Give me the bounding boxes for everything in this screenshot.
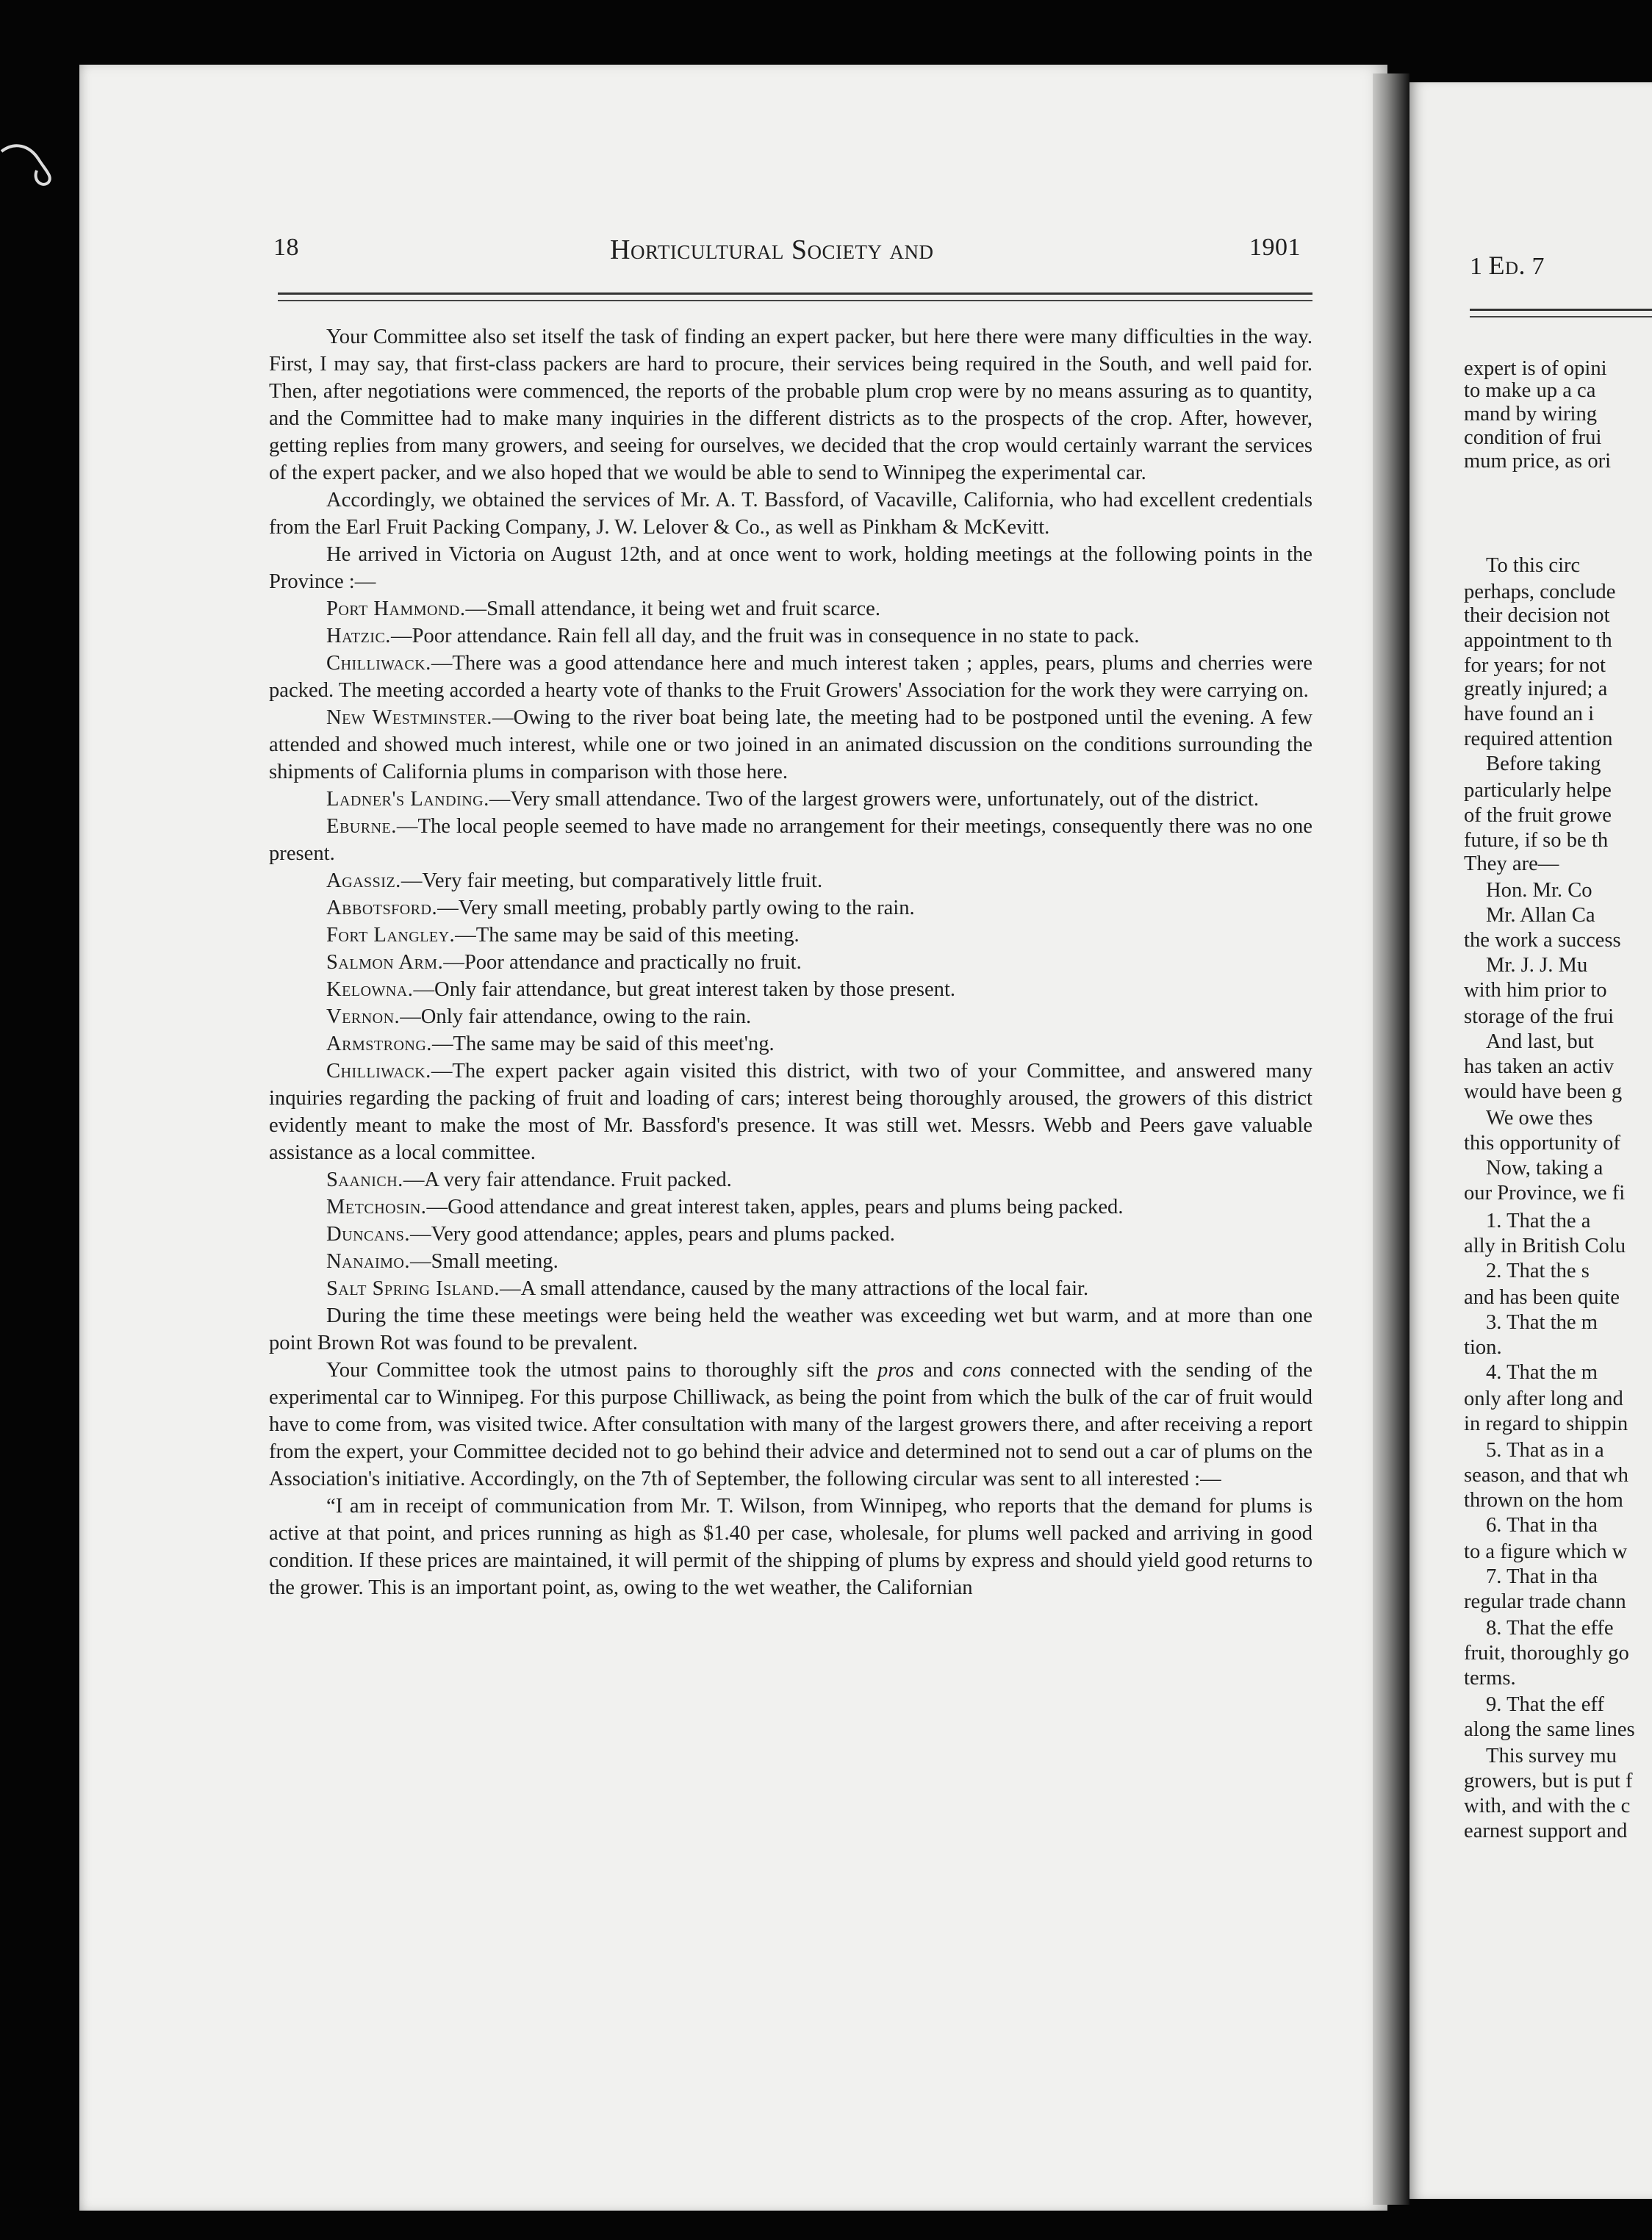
paragraph: Your Committee also set itself the task of finding an expert packer, but here there were many difficulties in the way. First, I may say, that first-class packers are hard to procure, their services being required in the South, and well paid for. Then, after negotiations were commenced, the reports of the probable plum crop were by no means assuring as to quantity, and the Committee had to make many inquiries in the different districts as to the prospects of the crop. After, however, getting replies from many growers, and seeing for ourselves, we decided that the crop would certainly warrant the services of the expert packer, and we also hoped that we would be able to send to Winnipeg the experimental car. <box>269 326 1312 484</box>
place-entry <box>269 949 1312 976</box>
place-text: —Poor attendance and practically no fruit. <box>443 951 802 974</box>
right-page-line: Hon. Mr. Co <box>1486 879 1592 902</box>
place-entry <box>269 622 1312 650</box>
right-page-line: To this circ <box>1486 554 1581 577</box>
right-page-line: with him prior to <box>1464 979 1607 1002</box>
right-page-line: this opportunity of <box>1464 1132 1620 1155</box>
place-entry <box>269 1221 1312 1248</box>
right-header-rule-thin <box>1470 316 1652 317</box>
right-page-line: ally in British Colu <box>1464 1235 1626 1257</box>
right-page-line: growers, but is put f <box>1464 1770 1633 1792</box>
right-page-line: our Province, we fi <box>1464 1182 1626 1205</box>
place-name: Port Hammond. <box>326 597 466 620</box>
right-page-line: 8. That the effe <box>1486 1617 1614 1640</box>
right-page-line: 7. That in tha <box>1486 1565 1598 1588</box>
right-page-line: 3. That the m <box>1486 1311 1598 1334</box>
right-page-line: Before taking <box>1486 753 1601 775</box>
right-page-line: to make up a ca <box>1464 379 1596 402</box>
place-entry <box>269 786 1312 813</box>
right-page-line: 4. That the m <box>1486 1361 1598 1384</box>
right-page-line: We owe thes <box>1486 1107 1593 1130</box>
place-name: Chilliwack. <box>326 1060 431 1083</box>
header-suffix: 7 <box>1526 253 1545 280</box>
right-page-line: Now, taking a <box>1486 1157 1603 1180</box>
place-entry <box>269 704 1312 786</box>
right-page-line: regular trade chann <box>1464 1590 1626 1613</box>
right-page-line: for years; for not <box>1464 654 1606 677</box>
place-entry <box>269 1058 1312 1166</box>
place-text: —Good attendance and great interest taken, apples, pears and plums being packed. <box>426 1196 1124 1218</box>
paragraph-text: connected with the sending of the experimental car to Winnipeg. For this purpose Chilliwack, as being the point from which the bulk of the car of fruit would have to come from, was visited twice. After consultation with many of the largest growers there, and after receiving a report from the expert, your Committee decided not to go behind their advice and determined not to send out a car of plums on the Association's initiative. Accordingly, on the 7th of September, the following circular was sent to all interested :— <box>269 1359 1312 1490</box>
place-entry <box>269 1030 1312 1058</box>
right-page-line: earnest support and <box>1464 1820 1628 1842</box>
right-page-line: only after long and <box>1464 1388 1623 1410</box>
right-page-line: storage of the frui <box>1464 1005 1615 1028</box>
right-page-line: has taken an activ <box>1464 1055 1615 1078</box>
right-page-line: have found an i <box>1464 703 1595 725</box>
right-page-line: 5. That as in a <box>1486 1439 1604 1462</box>
place-text: —Very small attendance. Two of the largest growers were, unfortunately, out of the district. <box>489 788 1259 811</box>
right-page-line: perhaps, conclude <box>1464 581 1616 603</box>
place-name: Fort Langley. <box>326 924 456 947</box>
right-page-line: They are— <box>1464 852 1559 875</box>
right-page-line: to a figure which w <box>1464 1540 1628 1563</box>
right-page-line: season, and that wh <box>1464 1464 1628 1487</box>
right-page-line: with, and with the c <box>1464 1795 1631 1817</box>
right-page-line: This survey mu <box>1486 1745 1617 1767</box>
paragraph <box>269 1357 1312 1493</box>
right-page-line: condition of frui <box>1464 426 1602 449</box>
place-name: Agassiz. <box>326 869 401 892</box>
right-page-header <box>1470 250 1545 281</box>
right-page-line: appointment to th <box>1464 629 1612 652</box>
place-entry <box>269 894 1312 922</box>
place-name: Armstrong. <box>326 1033 432 1055</box>
place-entry <box>269 1248 1312 1275</box>
page-year: 1901 <box>1249 234 1301 261</box>
place-text: —Small meeting. <box>410 1250 559 1273</box>
place-text: —The local people seemed to have made no arrangement for their meetings, consequently there was no one present. <box>269 815 1312 865</box>
right-page-line: their decision not <box>1464 604 1610 627</box>
right-page-line: of the fruit growe <box>1464 804 1612 827</box>
book-gutter <box>1373 73 1409 2205</box>
paragraph-text: Your Committee took the utmost pains to thoroughly sift the <box>326 1359 878 1382</box>
place-text: —A very fair attendance. Fruit packed. <box>403 1169 732 1191</box>
place-text: —Only fair attendance, owing to the rain. <box>400 1005 752 1028</box>
place-name: Hatzic. <box>326 625 391 647</box>
header-ed: Ed. <box>1488 251 1526 280</box>
right-page-line: mand by wiring <box>1464 403 1598 426</box>
place-text: —Very good attendance; apples, pears and plums packed. <box>410 1223 895 1246</box>
place-entry <box>269 1275 1312 1302</box>
place-name: Salt Spring Island. <box>326 1277 500 1300</box>
place-text: —Small attendance, it being wet and fruit scarce. <box>465 597 881 620</box>
place-text: —Poor attendance. Rain fell all day, and the fruit was in consequence in no state to pack. <box>390 625 1140 647</box>
place-text: —A small attendance, caused by the many attractions of the local fair. <box>500 1277 1089 1300</box>
right-page-line: expert is of opini <box>1464 357 1607 380</box>
right-page-line: 2. That the s <box>1486 1260 1590 1282</box>
right-page-line: 6. That in tha <box>1486 1514 1598 1537</box>
page-number: 18 <box>273 234 299 261</box>
body-text <box>269 323 1312 1601</box>
right-page-line: Mr. Allan Ca <box>1486 904 1595 927</box>
right-page-line: and has been quite <box>1464 1286 1620 1309</box>
header-prefix: 1 <box>1470 253 1489 280</box>
right-page-line: greatly injured; a <box>1464 678 1608 700</box>
binding-string-decoration <box>0 138 59 190</box>
place-text: —Very fair meeting, but comparatively little fruit. <box>401 869 823 892</box>
place-entry <box>269 650 1312 704</box>
right-page-line: required attention <box>1464 728 1613 750</box>
place-entry <box>269 1193 1312 1221</box>
place-name: Vernon. <box>326 1005 401 1028</box>
right-page-line: terms. <box>1464 1667 1516 1690</box>
place-entry <box>269 922 1312 949</box>
place-text: —Very small meeting, probably partly owing to the rain. <box>437 897 915 919</box>
place-text: —The same may be said of this meet'ng. <box>431 1033 775 1055</box>
place-text: —There was a good attendance here and much interest taken ; apples, pears, plums and cherries were packed. The meeting accorded a hearty vote of thanks to the Fruit Growers' Association for the work they were carrying on. <box>269 652 1312 702</box>
italic-term: pros <box>877 1359 914 1382</box>
place-text: —Only fair attendance, but great interest taken by those present. <box>413 978 956 1001</box>
right-page-line: And last, but <box>1486 1030 1594 1053</box>
paragraph: He arrived in Victoria on August 12th, and at once went to work, holding meetings at the following points in the Province :— <box>269 543 1312 593</box>
right-page-line: future, if so be th <box>1464 829 1609 852</box>
place-entry <box>269 1166 1312 1193</box>
place-name: Nanaimo. <box>326 1250 411 1273</box>
place-name: Saanich. <box>326 1169 403 1191</box>
place-text: —Owing to the river boat being late, the meeting had to be postponed until the evening. A few attended and showed much interest, while one or two joined in an animated discussion on the conditions surrounding the shipments of California plums in comparison with those here. <box>269 706 1312 783</box>
right-page-line: would have been g <box>1464 1080 1623 1103</box>
place-name: Abbotsford. <box>326 897 438 919</box>
right-page-line: in regard to shippin <box>1464 1412 1628 1435</box>
place-name: Eburne. <box>326 815 397 838</box>
place-name: Chilliwack. <box>326 652 431 675</box>
right-page-line: along the same lines <box>1464 1718 1635 1741</box>
paragraph: During the time these meetings were being held the weather was exceeding wet but warm, and at more than one point Brown Rot was found to be prevalent. <box>269 1304 1312 1354</box>
right-page-line: fruit, thoroughly go <box>1464 1642 1629 1665</box>
place-entry <box>269 595 1312 622</box>
italic-term: cons <box>962 1359 1002 1382</box>
running-title: Horticultural Society and <box>610 234 934 265</box>
right-page-line: thrown on the hom <box>1464 1489 1623 1512</box>
right-page-line: 9. That the eff <box>1486 1693 1604 1716</box>
place-text: —The same may be said of this meeting. <box>455 924 800 947</box>
place-name: Salmon Arm. <box>326 951 444 974</box>
right-header-rule-thick <box>1470 309 1652 311</box>
header-rule-thin <box>278 300 1312 301</box>
place-entry <box>269 867 1312 894</box>
right-page-line: Mr. J. J. Mu <box>1486 954 1588 977</box>
paragraph-text: and <box>913 1359 963 1382</box>
place-name: Metchosin. <box>326 1196 427 1218</box>
right-page-line: 1. That the a <box>1486 1210 1591 1232</box>
right-page-line: particularly helpe <box>1464 779 1612 802</box>
place-name: New Westminster. <box>326 706 492 729</box>
header-rule-thick <box>278 292 1312 295</box>
place-name: Ladner's Landing. <box>326 788 489 811</box>
place-entry <box>269 976 1312 1003</box>
right-page-line: the work a success <box>1464 929 1621 952</box>
paragraph: “I am in receipt of communication from Mr. T. Wilson, from Winnipeg, who reports that the demand for plums is active at that point, and prices running as high as $1.40 per case, wholesale, for plums well packed and arriving in good condition. If these prices are maintained, it will permit of the shipping of plums by express and should yield good returns to the grower. This is an important point, as, owing to the wet weather, the Californian <box>269 1495 1312 1599</box>
right-page-line: mum price, as ori <box>1464 450 1612 473</box>
paragraph: Accordingly, we obtained the services of Mr. A. T. Bassford, of Vacaville, California, who had excellent credentials from the Earl Fruit Packing Company, J. W. Lelover & Co., as well as Pinkham & McKevitt. <box>269 489 1312 539</box>
place-entry <box>269 1003 1312 1030</box>
place-name: Kelowna. <box>326 978 414 1001</box>
right-page-line: tion. <box>1464 1336 1502 1359</box>
place-name: Duncans. <box>326 1223 411 1246</box>
place-text: —The expert packer again visited this district, with two of your Committee, and answered many inquiries regarding the packing of fruit and loading of cars; interest being thoroughly aroused, the growers of this district evidently meant to make the most of Mr. Bassford's presence. It was still wet. Messrs. Webb and Peers gave valuable assistance as a local committee. <box>269 1060 1312 1164</box>
place-entry <box>269 813 1312 867</box>
